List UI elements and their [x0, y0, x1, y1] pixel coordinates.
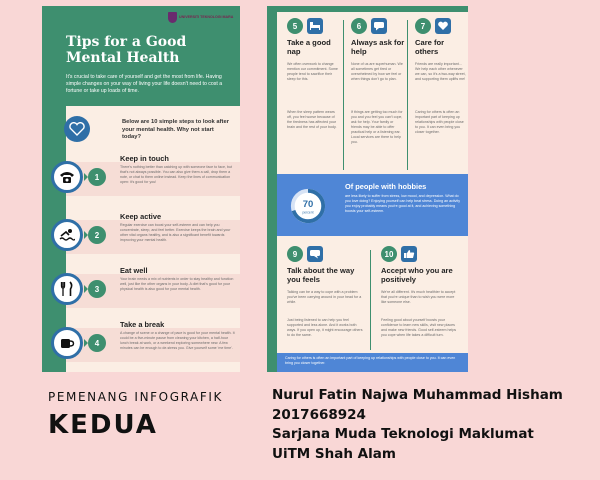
tip-number: 10	[381, 246, 397, 262]
poster-title: Tips for a Good Mental Health	[66, 34, 187, 66]
winner-name: Nurul Fatin Najwa Muhammad Hisham	[272, 387, 563, 403]
thumbs-up-icon	[401, 246, 417, 262]
award-rank: KEDUA	[48, 410, 158, 440]
tip-title: Accept who you are positively	[381, 266, 453, 284]
footer-note: Caring for others is often an important part of keeping up relationships with people close to you. It can even bring you closer together.	[285, 356, 456, 365]
step-take-a-break	[42, 320, 240, 366]
logo-text: UNIVERSITI TEKNOLOGI MARA	[179, 15, 234, 19]
infographic-right-page	[267, 6, 468, 372]
step-number: 1	[88, 168, 106, 186]
step-body: There's nothing better than catching up with someone face to face, but that's not always possible. You can also give them a call, drop them a note, or chat to them online instead. Keep the lines of communication open: it's good for you!	[120, 165, 232, 184]
tip-title: Care for others	[415, 38, 445, 56]
stat-title: Of people with hobbies	[345, 182, 427, 191]
top-accent-bar	[267, 6, 468, 12]
step-number: 2	[88, 226, 106, 244]
step-keep-in-touch	[42, 154, 240, 200]
stat-body: are less likely to suffer from stress, low mood, and depression. What do you love doing? Enjoying yourself can help beat stress. Doing an activity you enjoy probably means you're good at it, and achieving something boosts your self-esteem.	[345, 194, 461, 213]
chat-icon	[371, 18, 387, 34]
bed-icon	[307, 18, 323, 34]
heart-hand-icon	[435, 18, 451, 34]
swimmer-icon	[51, 219, 83, 251]
tip-title: Always ask for help	[351, 38, 405, 56]
column-divider	[370, 250, 371, 350]
tip-number: 7	[415, 18, 431, 34]
tip-body: None of us are superhuman. We all sometimes get tired or overwhelmed by how we feel or when things don't go to plan.	[351, 62, 403, 81]
crest-icon	[168, 12, 177, 23]
tip-number: 5	[287, 18, 303, 34]
telephone-icon	[51, 161, 83, 193]
tip-number: 6	[351, 18, 367, 34]
tip-body-secondary: Feeling good about yourself boosts your confidence to learn new skills, visit new places and make new friends. Good self-esteem helps you cope when life takes a difficult turn.	[381, 318, 457, 337]
infographic-left-page	[42, 6, 240, 372]
tip-body: Talking can be a way to cope with a problem you've been carrying around in your head for a while.	[287, 290, 362, 304]
tip-body-secondary: When the sleep pattern wears off, you feel worse because of the tiredness has affected your brain and the rest of your body.	[287, 110, 337, 129]
step-title: Keep in touch	[120, 154, 169, 163]
tip-title: Talk about the way you feels	[287, 266, 355, 284]
step-body: Your brain needs a mix of nutrients in order to stay healthy and function well, just like the other organs in your body. A diet that's good for your physical health is also good for your mental health.	[120, 277, 234, 291]
coffee-cup-icon	[51, 327, 83, 359]
step-title: Eat well	[120, 266, 148, 275]
speech-bubble-icon	[307, 246, 323, 262]
tip-body-secondary: If things are getting too much for you and you feel you can't cope, ask for help. Your family or friends may be able to offer practical help or a listening ear. Local services are there to help you.	[351, 110, 403, 144]
poster-intro: It's crucial to take care of yourself and get the most from life. Having simple changes on your way of living your life doesn't need to cost a fortune or take up loads of time.	[66, 74, 223, 94]
column-divider	[343, 20, 344, 170]
step-body: Regular exercise can boost your self-esteem and can help you concentrate, sleep, and feel better. Exercise keeps the brain and your other vital organs healthy, and is also a significant benefit towards improving your mental health.	[120, 223, 231, 242]
tip-number: 9	[287, 246, 303, 262]
column-divider	[407, 20, 408, 170]
winner-campus: UiTM Shah Alam	[272, 445, 396, 462]
steps-prompt: Below are 10 simple steps to look after your mental health. Why not start today?	[122, 119, 229, 140]
winner-details	[272, 386, 563, 464]
tip-title: Take a good nap	[287, 38, 331, 56]
percent-ring-chart	[289, 187, 327, 225]
tip-body-secondary: Just being listened to can help you feel supported and less alone. And it works both ways. If you open up, it might encourage others to do the same.	[287, 318, 363, 337]
step-title: Take a break	[120, 320, 165, 329]
winner-program: Sarjana Muda Teknologi Maklumat	[272, 426, 534, 442]
fork-knife-icon	[51, 273, 83, 305]
step-eat-well	[42, 266, 240, 312]
step-number: 4	[88, 334, 106, 352]
award-label: PEMENANG INFOGRAFIK	[48, 390, 223, 404]
step-number: 3	[88, 280, 106, 298]
percent-value: 70	[302, 198, 314, 210]
step-body: A change of scene or a change of pace is good for your mental health. It could be a five-minute pause from cleaning your kitchen, a half-hour lunch break at work, or a weekend exploring somewhere new. A few minutes can be enough to de-stress you. Give yourself some 'me time'.	[120, 331, 235, 350]
tip-body: We often overwork to change mention our commitment. Some people tend to sacrifice their sleep for this.	[287, 62, 338, 81]
percent-unit: percent	[302, 210, 314, 215]
tip-body: We're all different. It's much healthier to accept that you're unique than to wish you were more like someone else.	[381, 290, 456, 304]
winner-id: 2017668924	[272, 406, 366, 423]
tip-body-secondary: Caring for others is often an important part of keeping up relationships with people close to you. It can even bring you closer together.	[415, 110, 464, 134]
step-keep-active	[42, 212, 240, 258]
side-accent-bar	[267, 6, 277, 372]
step-title: Keep active	[120, 212, 162, 221]
heart-icon	[64, 116, 90, 142]
university-logo	[168, 10, 236, 24]
tip-body: Friends are really important... We help each other whenever we can, so it's a two-way street, and supporting them uplifts me!	[415, 62, 466, 81]
